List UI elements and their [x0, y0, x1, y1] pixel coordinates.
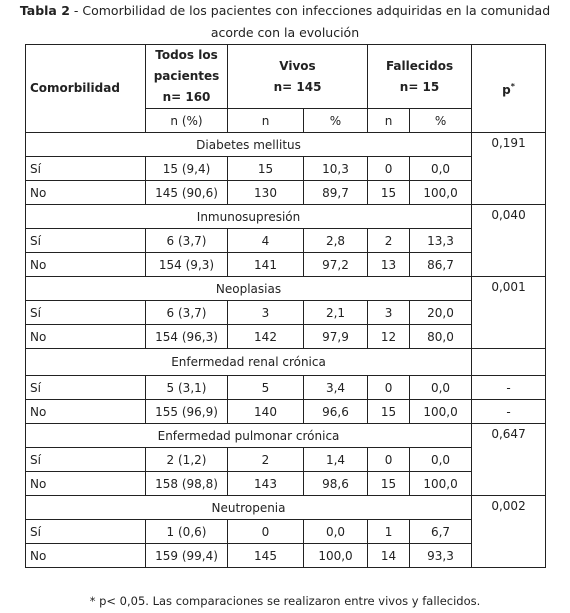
- subheader-vivos-pct: %: [304, 109, 368, 133]
- table-caption: [0, 0, 570, 44]
- group-header-row: [26, 424, 546, 448]
- p-value: 0,191: [472, 133, 546, 205]
- cell-fallecidos-pct: 100,0: [410, 400, 472, 424]
- row-label: No: [26, 472, 146, 496]
- cell-fallecidos-n: 3: [368, 301, 410, 325]
- row-label: Sí: [26, 520, 146, 544]
- group-name: Diabetes mellitus: [26, 133, 472, 157]
- cell-vivos-n: 3: [228, 301, 304, 325]
- table-row: [26, 325, 546, 349]
- comorbidity-table: [25, 44, 546, 568]
- header-comorbilidad-label: Comorbilidad: [30, 81, 120, 95]
- header-vivos-l2: n= 145: [273, 79, 322, 94]
- cell-fallecidos-n: 15: [368, 181, 410, 205]
- cell-vivos-n: 0: [228, 520, 304, 544]
- subheader-vivos-n: n: [228, 109, 304, 133]
- cell-vivos-n: 145: [228, 544, 304, 568]
- p-value: 0,002: [472, 496, 546, 568]
- row-label: Sí: [26, 301, 146, 325]
- cell-fallecidos-n: 14: [368, 544, 410, 568]
- header-vivos-l1: Vivos: [279, 58, 316, 73]
- table-row: [26, 229, 546, 253]
- cell-fallecidos-pct: 6,7: [410, 520, 472, 544]
- table-row: [26, 544, 546, 568]
- cell-total: 145 (90,6): [146, 181, 228, 205]
- cell-fallecidos-n: 15: [368, 472, 410, 496]
- cell-vivos-pct: 0,0: [304, 520, 368, 544]
- cell-fallecidos-n: 15: [368, 400, 410, 424]
- row-label: Sí: [26, 157, 146, 181]
- group-name: Enfermedad pulmonar crónica: [26, 424, 472, 448]
- group-header-row: [26, 205, 546, 229]
- header-p-label: p: [502, 83, 511, 97]
- group-header-row: [26, 133, 546, 157]
- cell-fallecidos-n: 1: [368, 520, 410, 544]
- cell-total: 6 (3,7): [146, 229, 228, 253]
- cell-total: 2 (1,2): [146, 448, 228, 472]
- row-label: Sí: [26, 376, 146, 400]
- table-row: [26, 448, 546, 472]
- group-header-row: [26, 496, 546, 520]
- header-todos: [146, 45, 228, 109]
- cell-fallecidos-pct: 100,0: [410, 472, 472, 496]
- cell-fallecidos-pct: 100,0: [410, 181, 472, 205]
- p-value: [472, 349, 546, 376]
- cell-fallecidos-n: 2: [368, 229, 410, 253]
- cell-total: 155 (96,9): [146, 400, 228, 424]
- cell-vivos-pct: 2,8: [304, 229, 368, 253]
- cell-fallecidos-pct: 80,0: [410, 325, 472, 349]
- cell-vivos-pct: 1,4: [304, 448, 368, 472]
- table-row: [26, 376, 546, 400]
- header-todos-l1: Todos los: [155, 48, 218, 62]
- table-row: [26, 520, 546, 544]
- cell-total: 15 (9,4): [146, 157, 228, 181]
- cell-vivos-n: 130: [228, 181, 304, 205]
- table-row: [26, 400, 546, 424]
- caption-label: Tabla 2: [19, 3, 70, 18]
- row-label: No: [26, 181, 146, 205]
- header-vivos: [228, 45, 368, 109]
- cell-total: 1 (0,6): [146, 520, 228, 544]
- cell-fallecidos-n: 13: [368, 253, 410, 277]
- cell-vivos-pct: 97,2: [304, 253, 368, 277]
- cell-vivos-pct: 2,1: [304, 301, 368, 325]
- cell-vivos-pct: 97,9: [304, 325, 368, 349]
- table-footnote: * p< 0,05. Las comparaciones se realizaron entre vivos y fallecidos.: [89, 594, 481, 608]
- caption-line-1: [0, 0, 570, 22]
- cell-fallecidos-pct: 86,7: [410, 253, 472, 277]
- cell-fallecidos-n: 12: [368, 325, 410, 349]
- caption-line-2: acorde con la evolución: [210, 25, 360, 40]
- table-row: [26, 157, 546, 181]
- p-value-row: -: [472, 376, 546, 400]
- cell-vivos-n: 141: [228, 253, 304, 277]
- row-label: No: [26, 400, 146, 424]
- subheader-fallecidos-pct: %: [410, 109, 472, 133]
- row-label: No: [26, 325, 146, 349]
- cell-vivos-n: 142: [228, 325, 304, 349]
- cell-vivos-pct: 3,4: [304, 376, 368, 400]
- subheader-fallecidos-n: n: [368, 109, 410, 133]
- cell-fallecidos-pct: 93,3: [410, 544, 472, 568]
- p-value: 0,001: [472, 277, 546, 349]
- p-value: 0,647: [472, 424, 546, 496]
- row-label: No: [26, 253, 146, 277]
- cell-total: 154 (9,3): [146, 253, 228, 277]
- cell-vivos-pct: 98,6: [304, 472, 368, 496]
- cell-total: 5 (3,1): [146, 376, 228, 400]
- cell-vivos-n: 5: [228, 376, 304, 400]
- cell-vivos-n: 15: [228, 157, 304, 181]
- table-row: [26, 472, 546, 496]
- table-body: [26, 133, 546, 568]
- cell-total: 6 (3,7): [146, 301, 228, 325]
- header-p-sup: *: [510, 82, 515, 91]
- header-fallecidos-l2: n= 15: [399, 79, 440, 94]
- cell-vivos-n: 140: [228, 400, 304, 424]
- cell-vivos-n: 143: [228, 472, 304, 496]
- cell-fallecidos-n: 0: [368, 376, 410, 400]
- p-value-row: -: [472, 400, 546, 424]
- row-label: Sí: [26, 448, 146, 472]
- cell-fallecidos-pct: 0,0: [410, 448, 472, 472]
- cell-total: 159 (99,4): [146, 544, 228, 568]
- p-value: 0,040: [472, 205, 546, 277]
- table-row: [26, 253, 546, 277]
- row-label: No: [26, 544, 146, 568]
- group-name: Enfermedad renal crónica: [26, 349, 472, 376]
- table-row: [26, 181, 546, 205]
- group-name: Inmunosupresión: [26, 205, 472, 229]
- subheader-total: n (%): [146, 109, 228, 133]
- cell-vivos-n: 4: [228, 229, 304, 253]
- cell-vivos-pct: 96,6: [304, 400, 368, 424]
- cell-total: 154 (96,3): [146, 325, 228, 349]
- cell-fallecidos-n: 0: [368, 157, 410, 181]
- cell-fallecidos-pct: 0,0: [410, 376, 472, 400]
- header-fallecidos-l1: Fallecidos: [385, 58, 454, 73]
- caption-text: - Comorbilidad de los pacientes con infecciones adquiridas en la comunidad: [69, 3, 551, 18]
- header-p: [472, 45, 546, 133]
- header-todos-l3: n= 160: [162, 90, 211, 104]
- group-header-row: [26, 277, 546, 301]
- cell-fallecidos-n: 0: [368, 448, 410, 472]
- table-row: [26, 301, 546, 325]
- row-label: Sí: [26, 229, 146, 253]
- cell-vivos-pct: 89,7: [304, 181, 368, 205]
- cell-fallecidos-pct: 20,0: [410, 301, 472, 325]
- cell-fallecidos-pct: 0,0: [410, 157, 472, 181]
- group-name: Neutropenia: [26, 496, 472, 520]
- cell-vivos-n: 2: [228, 448, 304, 472]
- header-fallecidos: [368, 45, 472, 109]
- cell-fallecidos-pct: 13,3: [410, 229, 472, 253]
- header-todos-l2: pacientes: [153, 69, 220, 83]
- header-comorbilidad: [26, 45, 146, 133]
- group-name: Neoplasias: [26, 277, 472, 301]
- cell-total: 158 (98,8): [146, 472, 228, 496]
- group-header-row: [26, 349, 546, 376]
- cell-vivos-pct: 100,0: [304, 544, 368, 568]
- cell-vivos-pct: 10,3: [304, 157, 368, 181]
